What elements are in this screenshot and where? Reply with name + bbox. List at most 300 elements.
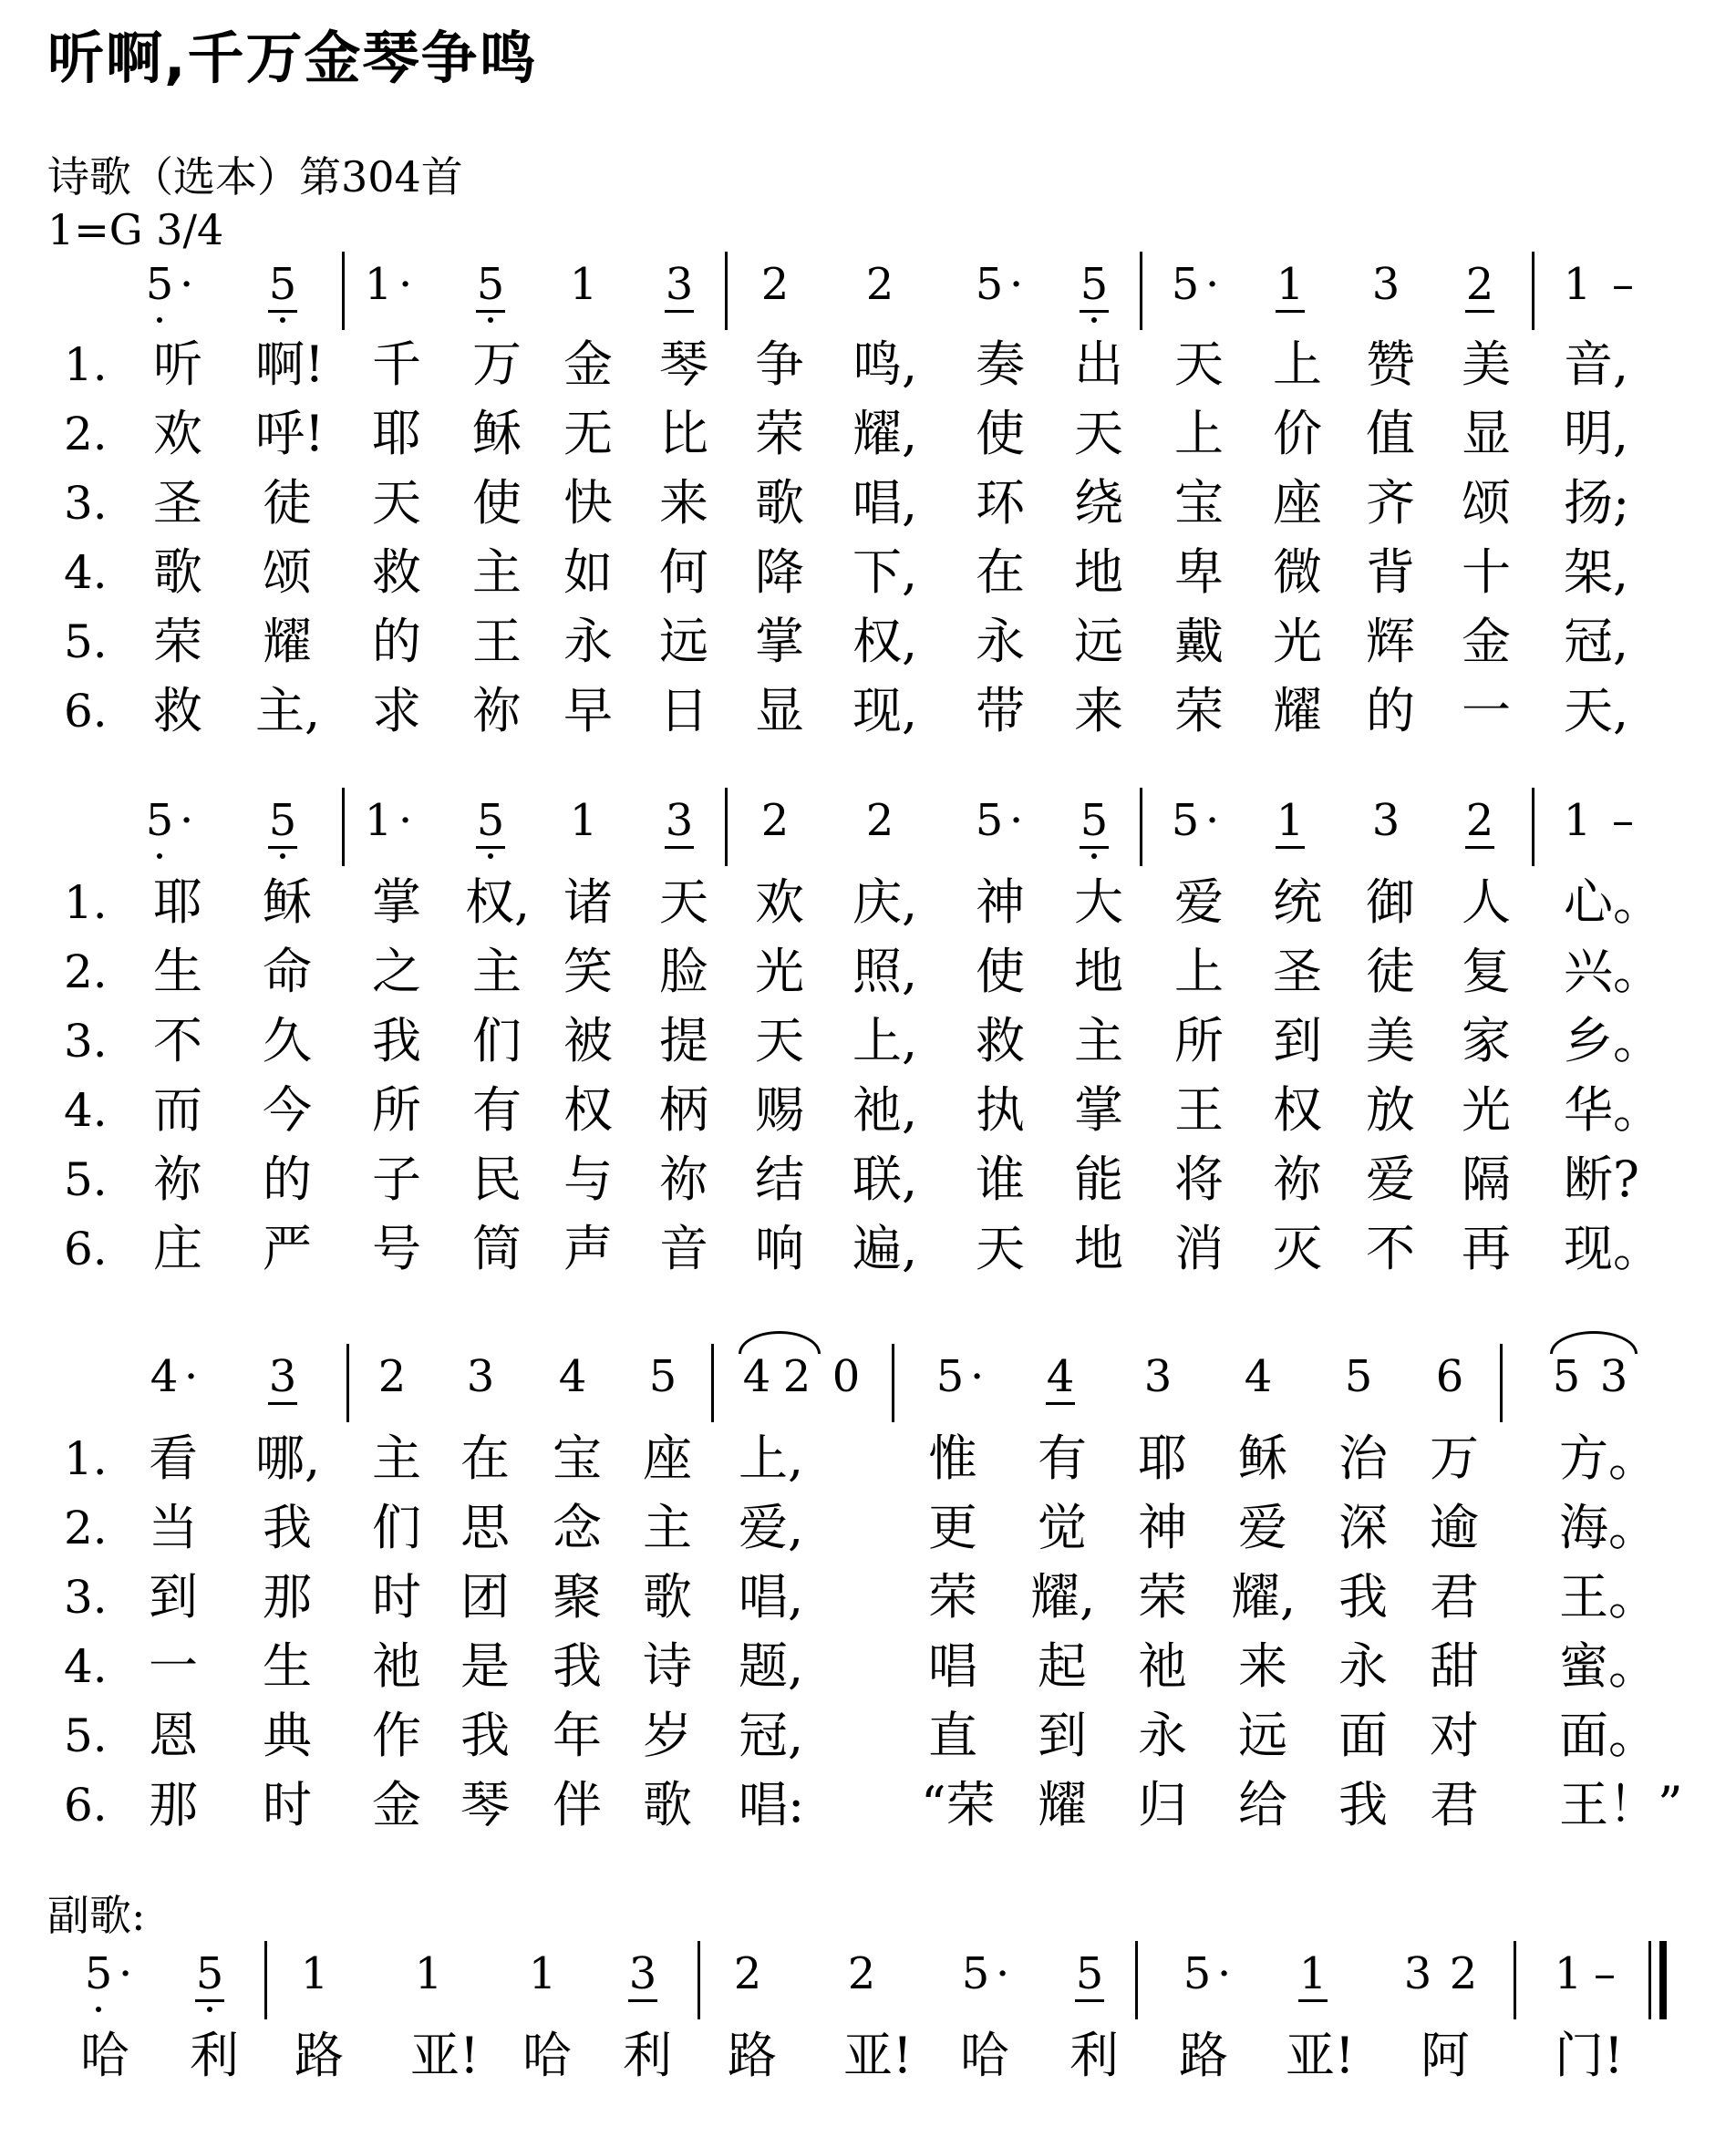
lyric-syllable: 生 (263, 1637, 312, 1695)
note: 5 (1171, 795, 1200, 846)
lyric-syllable: 思 (460, 1499, 510, 1556)
lyric-syllable: 有 (472, 1081, 522, 1139)
bar-line (264, 1941, 267, 2019)
slur (739, 1331, 821, 1354)
lyric-syllable: 歌 (643, 1776, 692, 1833)
augmentation-dot: · (180, 259, 194, 310)
lyric-syllable: 而 (153, 1081, 202, 1139)
verse-number: 2. (64, 945, 108, 998)
lyric-syllable: 万 (472, 336, 522, 393)
lyric-syllable: 时 (263, 1776, 312, 1833)
lyric-syllable: 救 (976, 1012, 1025, 1069)
lyric-syllable: 直 (928, 1707, 977, 1764)
lyric-syllable: 方。 (1559, 1430, 1658, 1487)
octave-dot (1091, 317, 1097, 323)
lyric-syllable: 耀 (263, 613, 312, 670)
lyric-syllable: 路 (728, 2027, 777, 2084)
lyric-syllable: 执 (976, 1081, 1025, 1139)
note: 5 (1344, 1351, 1373, 1402)
verse-number: 2. (64, 1502, 108, 1554)
note: 3 (1403, 1948, 1432, 1999)
lyric-syllable: 诸 (563, 873, 613, 931)
lyric-syllable: 上, (739, 1430, 804, 1487)
verse-number: 3. (64, 1015, 108, 1068)
lyric-syllable: 鸣, (852, 336, 918, 393)
lyric-syllable: 圣 (153, 474, 202, 532)
lyric-syllable: 爱 (1366, 1151, 1415, 1208)
note: 4 (1040, 1349, 1080, 1404)
verse-line (0, 402, 1736, 466)
hymn-source: 诗歌（选本）第304首 (47, 152, 463, 201)
lyric-syllable: 使 (472, 474, 522, 532)
lyric-syllable: 兴。 (1564, 943, 1662, 1000)
lyric-syllable: 权, (852, 613, 918, 670)
lyric-syllable: 到 (149, 1568, 198, 1626)
lyric-syllable: 耶 (1138, 1430, 1187, 1487)
lyric-syllable: 唱, (852, 474, 918, 532)
lyric-syllable: 门! (1555, 2027, 1624, 2084)
lyric-syllable: 歌 (755, 474, 804, 532)
lyric-syllable: 奏 (976, 336, 1025, 393)
verse-line (0, 1079, 1736, 1142)
lyric-syllable: 当 (149, 1499, 198, 1556)
octave-dot (96, 2007, 101, 2012)
bar-line (1532, 788, 1534, 866)
lyric-syllable: 作 (372, 1707, 421, 1764)
lyric-syllable: 使 (976, 943, 1025, 1000)
lyric-syllable: 光 (1273, 613, 1322, 670)
lyric-syllable: 爱 (1174, 873, 1224, 931)
lyric-syllable: 哈 (960, 2027, 1009, 2084)
lyric-syllable: 主, (255, 682, 321, 739)
verse-number: 4. (64, 1084, 108, 1137)
lyric-syllable: 王 (1174, 1081, 1224, 1139)
lyric-syllable: 天 (659, 873, 708, 931)
note: 1 (1563, 795, 1592, 846)
verse-line (0, 610, 1736, 674)
lyric-syllable: 远 (1238, 1707, 1287, 1764)
lyric-syllable: 年 (553, 1707, 602, 1764)
lyric-syllable: 戴 (1174, 613, 1224, 670)
lyric-syllable: 阿 (1421, 2027, 1470, 2084)
note: 1 (1563, 259, 1592, 310)
note: 5 (975, 795, 1004, 846)
lyric-syllable: 所 (372, 1081, 421, 1139)
note: 4 (1244, 1351, 1273, 1402)
lyric-syllable: 神 (976, 873, 1025, 931)
lyric-syllable: 权 (563, 1081, 613, 1139)
lyric-syllable: 利 (623, 2027, 672, 2084)
lyric-syllable: 响 (755, 1220, 804, 1277)
verse-line (0, 871, 1736, 934)
lyric-syllable: 颂 (1462, 474, 1511, 532)
lyric-syllable: 价 (1273, 405, 1322, 462)
note: 2 (760, 795, 790, 846)
lyric-syllable: 遍, (852, 1220, 918, 1277)
lyric-syllable: 地 (1074, 943, 1123, 1000)
note: 6 (1435, 1351, 1464, 1402)
verse-line (0, 1427, 1736, 1491)
lyric-syllable: 赐 (755, 1081, 804, 1139)
note: 5 (263, 257, 303, 312)
lyric-syllable: 们 (372, 1499, 421, 1556)
lyric-syllable: 岁 (643, 1707, 692, 1764)
lyric-syllable: 今 (263, 1081, 312, 1139)
lyric-syllable: 号 (372, 1220, 421, 1277)
octave-dot (207, 2007, 212, 2012)
lyric-syllable: 所 (1174, 1012, 1224, 1069)
lyric-syllable: 主 (1074, 1012, 1123, 1069)
lyric-syllable: 御 (1366, 873, 1415, 931)
verse-number: 4. (64, 1640, 108, 1693)
note: 5 (1074, 793, 1114, 848)
note: 2 (1449, 1948, 1478, 1999)
bar-line (346, 1344, 349, 1422)
lyric-syllable: 唱, (739, 1568, 804, 1626)
lyric-syllable: 欢 (755, 873, 804, 931)
bar-line (711, 1344, 714, 1422)
lyric-syllable: 救 (153, 682, 202, 739)
bar-line (1140, 788, 1142, 866)
lyric-syllable: 来 (1074, 682, 1123, 739)
lyric-syllable: 王！” (1559, 1776, 1683, 1833)
lyric-syllable: 路 (294, 2027, 344, 2084)
lyric-syllable: 背 (1366, 543, 1415, 601)
lyric-syllable: 冠, (739, 1707, 804, 1764)
lyric-syllable: 能 (1074, 1151, 1123, 1208)
lyric-syllable: 聚 (553, 1568, 602, 1626)
note: 3 (1371, 259, 1400, 310)
lyric-syllable: 环 (976, 474, 1025, 532)
lyric-syllable: 祢 (153, 1151, 202, 1208)
lyric-syllable: 我 (263, 1499, 312, 1556)
lyric-syllable: 出 (1074, 336, 1123, 393)
verse-number: 6. (64, 1779, 108, 1832)
lyric-syllable: 唱 (928, 1637, 977, 1695)
lyric-syllable: 统 (1273, 873, 1322, 931)
lyric-syllable: 耀, (1030, 1568, 1096, 1626)
lyric-syllable: 宝 (553, 1430, 602, 1487)
verse-number: 5. (64, 1709, 108, 1762)
note: 4 (558, 1351, 587, 1402)
note: 5 (1552, 1351, 1581, 1402)
lyric-syllable: 我 (1338, 1776, 1388, 1833)
lyric-syllable: 我 (460, 1707, 510, 1764)
lyric-syllable: 利 (190, 2027, 239, 2084)
lyric-syllable: 乡。 (1564, 1012, 1662, 1069)
lyric-syllable: 伴 (553, 1776, 602, 1833)
lyric-syllable: 永 (1338, 1637, 1388, 1695)
bar-line (1135, 1941, 1138, 2019)
verse-number: 3. (64, 477, 108, 530)
lyric-syllable: 主 (372, 1430, 421, 1487)
lyric-syllable: 永 (563, 613, 613, 670)
lyric-syllable: 哈 (522, 2027, 572, 2084)
note: 4 (742, 1351, 771, 1402)
octave-dot (280, 317, 285, 323)
note: 5 (1183, 1948, 1212, 1999)
lyric-syllable: 耶 (153, 873, 202, 931)
lyric-syllable: 主 (472, 943, 522, 1000)
verse-line (0, 1009, 1736, 1073)
note: 2 (733, 1948, 762, 1999)
augmentation-dot: · (996, 1948, 1010, 1999)
lyric-syllable: 面。 (1559, 1707, 1658, 1764)
lyric-syllable: 结 (755, 1151, 804, 1208)
verse-number: 1. (64, 876, 108, 929)
lyric-syllable: 主 (643, 1499, 692, 1556)
lyric-syllable: 下, (852, 543, 918, 601)
lyric-syllable: 们 (472, 1012, 522, 1069)
lyric-syllable: 微 (1273, 543, 1322, 601)
lyric-syllable: 祂 (372, 1637, 421, 1695)
lyric-syllable: 光 (1462, 1081, 1511, 1139)
lyric-syllable: 提 (659, 1012, 708, 1069)
lyric-syllable: 到 (1038, 1707, 1087, 1764)
verse-line (0, 1704, 1736, 1768)
lyric-syllable: 永 (1138, 1707, 1187, 1764)
lyric-syllable: 生 (153, 943, 202, 1000)
lyric-syllable: 消 (1174, 1220, 1224, 1277)
lyric-syllable: 家 (1462, 1012, 1511, 1069)
lyric-syllable: 王。 (1559, 1568, 1658, 1626)
lyric-syllable: 那 (263, 1568, 312, 1626)
lyric-syllable: 天 (1174, 336, 1224, 393)
lyric-syllable: 我 (553, 1637, 602, 1695)
lyric-syllable: 在 (460, 1430, 510, 1487)
lyric-syllable: 蜜。 (1559, 1637, 1658, 1695)
lyric-syllable: 我 (372, 1012, 421, 1069)
verse-line (0, 1565, 1736, 1629)
note: 1 (300, 1948, 329, 1999)
lyric-syllable: 地 (1074, 1220, 1123, 1277)
note: 3 (263, 1349, 303, 1404)
verse-number: 6. (64, 1223, 108, 1275)
lyric-syllable: 卑 (1174, 543, 1224, 601)
note: 5 (190, 1946, 230, 2001)
lyric-syllable: 唱: (739, 1776, 805, 1833)
bar-line (725, 788, 728, 866)
augmentation-dot: · (398, 259, 413, 310)
lyric-syllable: 荣 (755, 405, 804, 462)
lyric-syllable: 笑 (563, 943, 613, 1000)
lyric-syllable: 琴 (659, 336, 708, 393)
lyric-syllable: 绕 (1074, 474, 1123, 532)
lyric-syllable: 题, (739, 1637, 804, 1695)
lyric-syllable: 歌 (643, 1568, 692, 1626)
verse-number: 1. (64, 1432, 108, 1485)
lyric-syllable: 亚! (843, 2027, 913, 2084)
verse-line (0, 1635, 1736, 1698)
lyric-syllable: 深 (1338, 1499, 1388, 1556)
lyric-syllable: 永 (976, 613, 1025, 670)
lyric-syllable: 那 (149, 1776, 198, 1833)
octave-dot (157, 317, 162, 323)
lyric-syllable: 上 (1174, 943, 1224, 1000)
lyric-syllable: 利 (1070, 2027, 1119, 2084)
lyric-syllable: 天 (372, 474, 421, 532)
note: 1 (528, 1948, 557, 1999)
lyric-syllable: 的 (372, 613, 421, 670)
lyric-syllable: 救 (372, 543, 421, 601)
lyric-syllable: 庆, (852, 873, 918, 931)
note: 1 (569, 259, 598, 310)
octave-dot (488, 317, 493, 323)
augmentation-dot: · (398, 795, 413, 846)
augmentation-dot: · (1217, 1948, 1232, 1999)
note: 1 (569, 795, 598, 846)
lyric-syllable: 使 (976, 405, 1025, 462)
octave-dot (157, 853, 162, 859)
lyric-syllable: 团 (460, 1568, 510, 1626)
augmentation-dot: · (970, 1351, 985, 1402)
lyric-syllable: 我 (1338, 1568, 1388, 1626)
note: – (1594, 1948, 1616, 1999)
lyric-syllable: 祂, (852, 1081, 918, 1139)
lyric-syllable: 时 (372, 1568, 421, 1626)
note: 2 (865, 795, 894, 846)
augmentation-dot: · (1009, 259, 1024, 310)
lyric-syllable: 惟 (928, 1430, 977, 1487)
lyric-syllable: “荣 (921, 1776, 996, 1833)
lyric-syllable: 给 (1238, 1776, 1287, 1833)
verse-line (0, 1148, 1736, 1212)
lyric-syllable: 祂 (1138, 1637, 1187, 1695)
note: 2 (782, 1351, 811, 1402)
lyric-syllable: 呼! (255, 405, 325, 462)
lyric-syllable: 何 (659, 543, 708, 601)
lyric-syllable: 耶 (372, 405, 421, 462)
final-bar-thick (1659, 1941, 1667, 2019)
note: 1 (1270, 257, 1310, 312)
note: 5 (78, 1946, 119, 2001)
note: 3 (623, 1946, 663, 2001)
lyric-syllable: 远 (659, 613, 708, 670)
note: 0 (832, 1351, 861, 1402)
lyric-syllable: 徒 (263, 474, 312, 532)
lyric-syllable: 到 (1273, 1012, 1322, 1069)
lyric-syllable: 灭 (1273, 1220, 1322, 1277)
section-3-staff (0, 1349, 1736, 1436)
bar-line (725, 252, 728, 330)
lyric-syllable: 民 (472, 1151, 522, 1208)
verse-number: 2. (64, 408, 108, 460)
bar-line (1514, 1941, 1516, 2019)
lyric-syllable: 掌 (1074, 1081, 1123, 1139)
octave-dot (280, 853, 285, 859)
lyric-syllable: 天 (1074, 405, 1123, 462)
lyric-syllable: 祢 (1273, 1151, 1322, 1208)
lyric-syllable: 地 (1074, 543, 1123, 601)
lyric-syllable: 赞 (1366, 336, 1415, 393)
lyric-syllable: 扬; (1564, 474, 1630, 532)
lyric-syllable: 柄 (659, 1081, 708, 1139)
lyric-syllable: 是 (460, 1637, 510, 1695)
lyric-syllable: 被 (563, 1012, 613, 1069)
lyric-syllable: 祢 (659, 1151, 708, 1208)
lyric-syllable: 远 (1074, 613, 1123, 670)
lyric-syllable: 快 (563, 474, 613, 532)
lyric-syllable: 带 (976, 682, 1025, 739)
lyric-syllable: 大 (1074, 873, 1123, 931)
lyric-syllable: 一 (1462, 682, 1511, 739)
note: 1 (1554, 1948, 1583, 1999)
lyric-syllable: 照, (852, 943, 918, 1000)
refrain-lyrics (0, 2024, 1736, 2088)
bar-line (892, 1344, 894, 1422)
lyric-syllable: 争 (755, 336, 804, 393)
lyric-syllable: 君 (1430, 1776, 1479, 1833)
lyric-syllable: 明, (1564, 405, 1629, 462)
verse-line (0, 1496, 1736, 1560)
lyric-syllable: 甜 (1430, 1637, 1479, 1695)
lyric-syllable: 起 (1038, 1637, 1087, 1695)
section-2-staff (0, 793, 1736, 880)
lyric-syllable: 比 (659, 405, 708, 462)
verse-line (0, 471, 1736, 535)
bar-line (342, 252, 345, 330)
lyric-syllable: 掌 (755, 613, 804, 670)
lyric-syllable: 一 (149, 1637, 198, 1695)
lyric-syllable: 海。 (1559, 1499, 1658, 1556)
lyric-syllable: 亚! (410, 2027, 480, 2084)
lyric-syllable: 与 (563, 1151, 613, 1208)
octave-dot (488, 853, 493, 859)
lyric-syllable: 天, (1564, 682, 1629, 739)
lyric-syllable: 十 (1462, 543, 1511, 601)
note: 2 (1460, 257, 1500, 312)
lyric-syllable: 稣 (1238, 1430, 1287, 1487)
note: 1 (414, 1948, 443, 1999)
lyric-syllable: 听 (153, 336, 202, 393)
refrain-label: 副歌: (47, 1891, 146, 1940)
note: 3 (1143, 1351, 1173, 1402)
octave-dot (1091, 853, 1097, 859)
lyric-syllable: 放 (1366, 1081, 1415, 1139)
lyric-syllable: 的 (1366, 682, 1415, 739)
verse-line (0, 333, 1736, 397)
lyric-syllable: 有 (1038, 1430, 1087, 1487)
lyric-syllable: 日 (659, 682, 708, 739)
lyric-syllable: 掌 (372, 873, 421, 931)
lyric-syllable: 天 (755, 1012, 804, 1069)
lyric-syllable: 脸 (659, 943, 708, 1000)
lyric-syllable: 欢 (153, 405, 202, 462)
lyric-syllable: 显 (1462, 405, 1511, 462)
note: 3 (1599, 1351, 1628, 1402)
lyric-syllable: 更 (928, 1499, 977, 1556)
verse-number: 5. (64, 615, 108, 668)
lyric-syllable: 耀, (1231, 1568, 1297, 1626)
lyric-syllable: 久 (263, 1012, 312, 1069)
lyric-syllable: 宝 (1174, 474, 1224, 532)
note: 5 (961, 1948, 990, 1999)
lyric-syllable: 耀 (1038, 1776, 1087, 1833)
slur (1550, 1331, 1638, 1354)
note: 1 (364, 795, 393, 846)
lyric-syllable: 诗 (643, 1637, 692, 1695)
verse-number: 5. (64, 1153, 108, 1206)
lyric-syllable: 光 (755, 943, 804, 1000)
lyric-syllable: 天 (976, 1220, 1025, 1277)
lyric-syllable: 金 (1462, 613, 1511, 670)
bar-line (342, 788, 345, 866)
lyric-syllable: 万 (1430, 1430, 1479, 1487)
lyric-syllable: 将 (1174, 1151, 1224, 1208)
lyric-syllable: 恩 (149, 1707, 198, 1764)
lyric-syllable: 值 (1366, 405, 1415, 462)
verse-line (0, 541, 1736, 604)
